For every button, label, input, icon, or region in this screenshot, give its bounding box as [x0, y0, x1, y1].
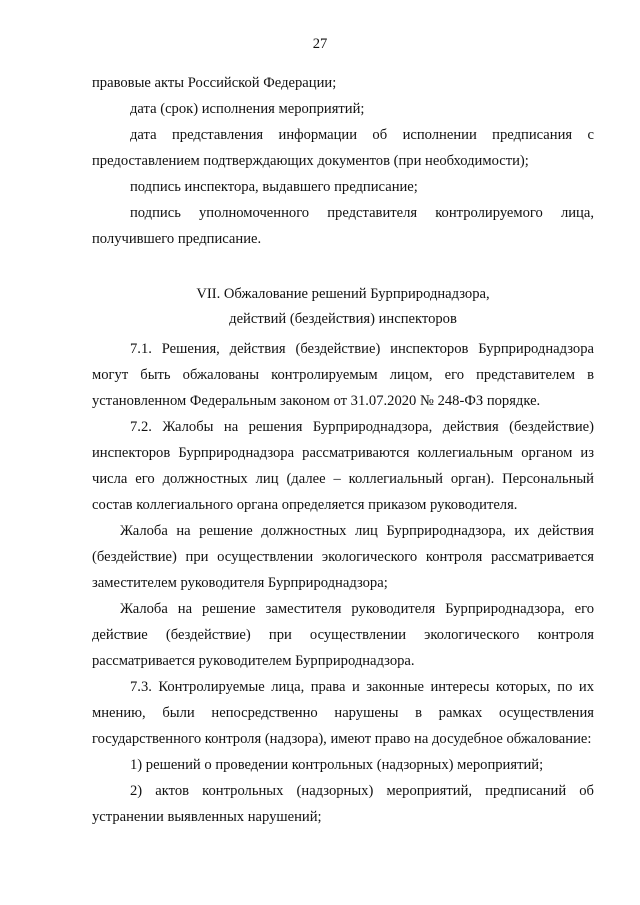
paragraph-complaint-deputy: Жалоба на решение заместителя руководителя Бурприроднадзора, его действие (бездействие) при осуществлении экологического контроля рассматривается руководителем Бурприроднадзора. — [92, 601, 594, 669]
paragraph-report-date: дата представления информации об исполнении предписания с предоставлением подтверждающих документов (при необходимости); — [92, 127, 594, 169]
paragraph-complaint-officials: Жалоба на решение должностных лиц Бурприроднадзора, их действия (бездействие) при осуществлении экологического контроля рассматривается заместителем руководителя Бурприроднадзора; — [92, 523, 594, 591]
paragraph-7-3: 7.3. Контролируемые лица, права и законные интересы которых, по их мнению, были непосредственно нарушены в рамках осуществления государственного контроля (надзора), имеют право на досудебное обжалование: — [92, 679, 594, 747]
list-item-2: 2) актов контрольных (надзорных) мероприятий, предписаний об устранении выявленных нарушений; — [92, 783, 594, 825]
section-heading — [92, 282, 594, 332]
paragraph-7-1: 7.1. Решения, действия (бездействие) инспекторов Бурприроднадзора могут быть обжалованы контролируемым лицом, его представителем в установленном Федеральным законом от 31.07.2020 № 248-ФЗ порядке. — [92, 341, 594, 409]
section-heading-line-1: VII. Обжалование решений Бурприроднадзора, — [196, 286, 490, 302]
paragraph-inspector-signature: подпись инспектора, выдавшего предписание; — [130, 179, 418, 195]
paragraph-legal-acts: правовые акты Российской Федерации; — [92, 75, 337, 91]
page-number: 27 — [312, 36, 328, 52]
paragraph-7-2: 7.2. Жалобы на решения Бурприроднадзора, действия (бездействие) инспекторов Бурприроднадзора рассматриваются коллегиальным органом из числа его должностных лиц (далее – коллегиальный орган). Персональный состав коллегиального органа определяется приказом руководителя. — [92, 419, 594, 513]
paragraph-execution-date: дата (срок) исполнения мероприятий; — [130, 101, 365, 117]
section-heading-line-2: действий (бездействия) инспекторов — [229, 311, 457, 327]
document-body — [92, 70, 594, 830]
list-item-1: 1) решений о проведении контрольных (надзорных) мероприятий; — [130, 757, 544, 773]
paragraph-representative-signature: подпись уполномоченного представителя контролируемого лица, получившего предписание. — [92, 205, 594, 247]
